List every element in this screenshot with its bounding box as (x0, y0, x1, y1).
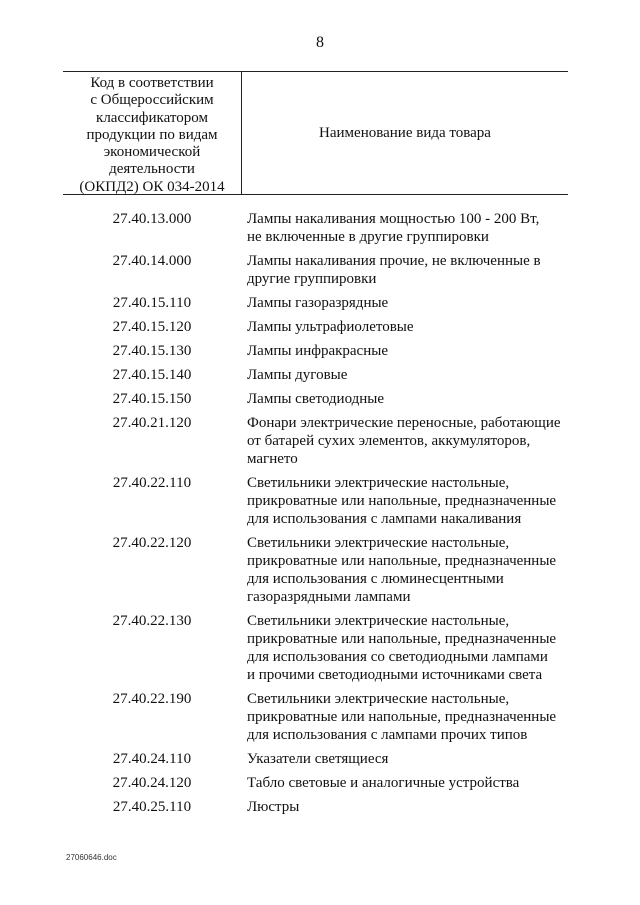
okpd2-code: 27.40.22.130 (112, 613, 192, 629)
product-name (241, 210, 562, 246)
product-name (241, 750, 562, 768)
table-row (63, 318, 568, 336)
product-name-line: газоразрядными лампами (247, 589, 411, 605)
product-name (241, 474, 562, 528)
product-name-line: и прочими светодиодными источниками света (247, 667, 543, 683)
product-name-line: Светильники электрические настольные, (247, 535, 510, 551)
table-row (63, 474, 568, 528)
okpd2-code: 27.40.22.110 (112, 475, 192, 491)
okpd2-code: 27.40.15.120 (112, 319, 192, 335)
header-code-line: Код в соответствии (90, 75, 214, 91)
product-name (241, 798, 562, 816)
table-row (63, 342, 568, 360)
table-row (63, 774, 568, 792)
okpd2-code: 27.40.13.000 (112, 211, 192, 227)
header-code-line: деятельности (109, 161, 195, 178)
product-name-line: Лампы ультрафиолетовые (247, 319, 414, 335)
product-name (241, 294, 562, 312)
product-name-line: прикроватные или напольные, предназначенные (247, 709, 557, 725)
product-name-line: Табло световые и аналогичные устройства (247, 775, 520, 791)
product-name-line: Указатели светящиеся (247, 751, 389, 767)
table-row (63, 366, 568, 384)
table-row (63, 690, 568, 744)
okpd2-code: 27.40.14.000 (112, 253, 192, 269)
table-row (63, 252, 568, 288)
product-name-line: Светильники электрические настольные, (247, 691, 510, 707)
product-name-line: Люстры (247, 799, 300, 815)
product-name-line: Светильники электрические настольные, (247, 475, 510, 491)
product-name-line: Лампы дуговые (247, 367, 348, 383)
table-row (63, 414, 568, 468)
product-name-line: Светильники электрические настольные, (247, 613, 510, 629)
footer-filename: 27060646.doc (66, 853, 117, 862)
product-name (241, 342, 562, 360)
product-name (241, 612, 562, 684)
product-name-line: другие группировки (247, 271, 377, 287)
okpd2-code: 27.40.21.120 (112, 415, 192, 431)
table-row (63, 210, 568, 246)
product-name-line: прикроватные или напольные, предназначенные (247, 553, 557, 569)
header-code-line: (ОКПД2) ОК 034-2014 (79, 178, 225, 195)
header-code-line: экономической (103, 144, 201, 161)
product-name-line: Лампы газоразрядные (247, 295, 389, 311)
product-name-line: Лампы накаливания прочие, не включенные в (247, 253, 541, 269)
table-row (63, 390, 568, 408)
product-name-line: Лампы накаливания мощностью 100 - 200 Вт, (247, 211, 540, 227)
product-name (241, 252, 562, 288)
header-code-column (63, 75, 241, 196)
table-row (63, 798, 568, 816)
product-name (241, 690, 562, 744)
header-name-column: Наименование вида товара (319, 125, 491, 141)
product-name (241, 366, 562, 384)
okpd2-code: 27.40.25.110 (112, 799, 192, 815)
header-code-line: классификатором (96, 109, 208, 126)
product-name-line: для использования со светодиодными лампами (247, 649, 548, 665)
product-name-line: от батарей сухих элементов, аккумуляторов, (247, 433, 531, 449)
table-row (63, 534, 568, 606)
product-name-line: для использования с люминесцентными (247, 571, 504, 587)
product-name-line: Лампы светодиодные (247, 391, 385, 407)
okpd2-code: 27.40.24.120 (112, 775, 192, 791)
product-name-line: не включенные в другие группировки (247, 229, 489, 245)
product-name-line: Фонари электрические переносные, работающие (247, 415, 561, 431)
okpd2-code: 27.40.22.120 (112, 535, 192, 551)
header-code-line: с Общероссийским (90, 92, 214, 109)
product-name (241, 390, 562, 408)
table-row (63, 612, 568, 684)
okpd2-code: 27.40.15.150 (112, 391, 192, 407)
table-header (63, 71, 568, 195)
table-row (63, 750, 568, 768)
product-name-line: прикроватные или напольные, предназначенные (247, 493, 557, 509)
product-name-line: магнето (247, 451, 298, 467)
product-name (241, 414, 562, 468)
okpd2-code: 27.40.24.110 (112, 751, 192, 767)
page-number: 8 (316, 34, 324, 51)
okpd2-code: 27.40.15.140 (112, 367, 192, 383)
product-name-line: для использования с лампами прочих типов (247, 727, 528, 743)
okpd2-code: 27.40.15.110 (112, 295, 192, 311)
table-row (63, 294, 568, 312)
product-name (241, 774, 562, 792)
product-name (241, 318, 562, 336)
product-name-line: для использования с лампами накаливания (247, 511, 522, 527)
okpd2-code: 27.40.22.190 (112, 691, 192, 707)
product-name (241, 534, 562, 606)
header-code-line: продукции по видам (86, 126, 218, 143)
table-body (63, 210, 568, 822)
product-name-line: Лампы инфракрасные (247, 343, 388, 359)
product-name-line: прикроватные или напольные, предназначенные (247, 631, 557, 647)
okpd2-code: 27.40.15.130 (112, 343, 192, 359)
